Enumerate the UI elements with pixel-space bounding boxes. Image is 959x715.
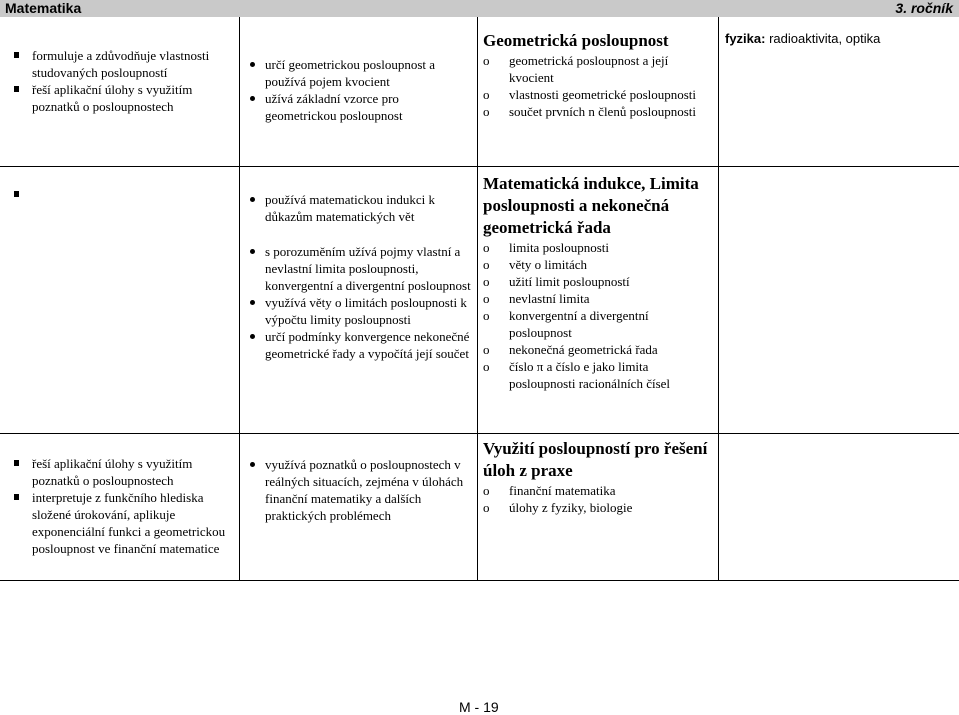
competence-item: interpretuje z funkčního hlediska složené úrokování, aplikuje exponenciální funkci a geometrickou posloupnost ve finanční matematice bbox=[6, 489, 232, 557]
square-bullet-icon bbox=[14, 191, 19, 197]
outcome-item: určí geometrickou posloupnost a používá pojem kvocient bbox=[239, 56, 471, 90]
circle-bullet-icon: o bbox=[483, 53, 490, 68]
circle-bullet-icon: o bbox=[483, 87, 490, 102]
row1-outcomes bbox=[239, 56, 471, 124]
competence-item bbox=[6, 186, 232, 203]
header-bar bbox=[0, 0, 959, 17]
square-bullet-icon bbox=[14, 494, 19, 500]
row-divider-3 bbox=[0, 580, 959, 581]
topic-item: o úlohy z fyziky, biologie bbox=[483, 500, 633, 515]
outcome-item: užívá základní vzorce pro geometrickou posloupnost bbox=[239, 90, 471, 124]
circle-bullet-icon: o bbox=[483, 240, 490, 255]
topic-item: o nekonečná geometrická řada bbox=[483, 342, 658, 357]
topic-item: o vlastnosti geometrické posloupnosti bbox=[483, 87, 697, 102]
column-divider-2 bbox=[477, 17, 478, 580]
disc-bullet-icon bbox=[250, 300, 255, 305]
circle-bullet-icon: o bbox=[483, 308, 490, 323]
outcome-item: využívá věty o limitách posloupnosti k výpočtu limity posloupnosti bbox=[239, 294, 471, 328]
spacer bbox=[239, 225, 471, 243]
row1-topic bbox=[483, 30, 713, 120]
square-bullet-icon bbox=[14, 52, 19, 58]
circle-bullet-icon: o bbox=[483, 291, 490, 306]
competence-item: řeší aplikační úlohy s využitím poznatků o posloupnostech bbox=[6, 81, 232, 115]
row3-outcomes bbox=[239, 456, 471, 524]
circle-bullet-icon: o bbox=[483, 257, 490, 272]
circle-bullet-icon: o bbox=[483, 500, 490, 515]
crosslink-text: radioaktivita, optika bbox=[765, 31, 881, 46]
disc-bullet-icon bbox=[250, 197, 255, 202]
row2-competences bbox=[6, 186, 232, 203]
row3-competences bbox=[6, 455, 232, 557]
topic-item: o geometrická posloupnost a její kvocient bbox=[483, 53, 669, 85]
column-divider-3 bbox=[718, 17, 719, 580]
row3-topic bbox=[483, 438, 713, 516]
row1-competences bbox=[6, 47, 232, 115]
disc-bullet-icon bbox=[250, 62, 255, 67]
row2-topic bbox=[483, 173, 713, 392]
topic-item: o nevlastní limita bbox=[483, 291, 590, 306]
disc-bullet-icon bbox=[250, 96, 255, 101]
page-number: M - 19 bbox=[459, 699, 499, 715]
topic-item: o limita posloupnosti bbox=[483, 240, 610, 255]
crosslink-label: fyzika: bbox=[725, 31, 766, 46]
grade-label: 3. ročník bbox=[895, 0, 953, 16]
row-divider-2 bbox=[0, 433, 959, 434]
competence-item: řeší aplikační úlohy s využitím poznatků o posloupnostech bbox=[6, 455, 232, 489]
circle-bullet-icon: o bbox=[483, 342, 490, 357]
outcome-item: s porozuměním užívá pojmy vlastní a nevlastní limita posloupnosti, konvergentní a divergentní posloupnost bbox=[239, 243, 471, 294]
topic-title: Geometrická posloupnost bbox=[483, 31, 669, 50]
circle-bullet-icon: o bbox=[483, 104, 490, 119]
topic-item: o číslo π a číslo e jako limita posloupnosti racionálních čísel bbox=[483, 359, 671, 391]
circle-bullet-icon: o bbox=[483, 483, 490, 498]
row1-crosslink bbox=[725, 30, 955, 47]
topic-title: Využití posloupností pro řešení úloh z praxe bbox=[483, 439, 708, 480]
row-divider-1 bbox=[0, 166, 959, 167]
square-bullet-icon bbox=[14, 460, 19, 466]
subject-title: Matematika bbox=[5, 0, 82, 16]
disc-bullet-icon bbox=[250, 334, 255, 339]
topic-item: o věty o limitách bbox=[483, 257, 587, 272]
circle-bullet-icon: o bbox=[483, 274, 490, 289]
circle-bullet-icon: o bbox=[483, 359, 490, 374]
topic-item: o součet prvních n členů posloupnosti bbox=[483, 104, 697, 119]
square-bullet-icon bbox=[14, 86, 19, 92]
topic-item: o finanční matematika bbox=[483, 483, 616, 498]
disc-bullet-icon bbox=[250, 249, 255, 254]
outcome-item: používá matematickou indukci k důkazům matematických vět bbox=[239, 191, 471, 225]
disc-bullet-icon bbox=[250, 462, 255, 467]
competence-item: formuluje a zdůvodňuje vlastnosti studovaných posloupností bbox=[6, 47, 232, 81]
row2-outcomes bbox=[239, 191, 471, 362]
topic-item: o konvergentní a divergentní posloupnost bbox=[483, 308, 649, 340]
topic-title: Matematická indukce, Limita posloupnosti a nekonečná geometrická řada bbox=[483, 174, 699, 237]
outcome-item: využívá poznatků o posloupnostech v reálných situacích, zejména v úlohách finanční matematiky a dalších praktických problémech bbox=[239, 456, 471, 524]
topic-item: o užití limit posloupností bbox=[483, 274, 630, 289]
outcome-item: určí podmínky konvergence nekonečné geometrické řady a vypočítá její součet bbox=[239, 328, 471, 362]
